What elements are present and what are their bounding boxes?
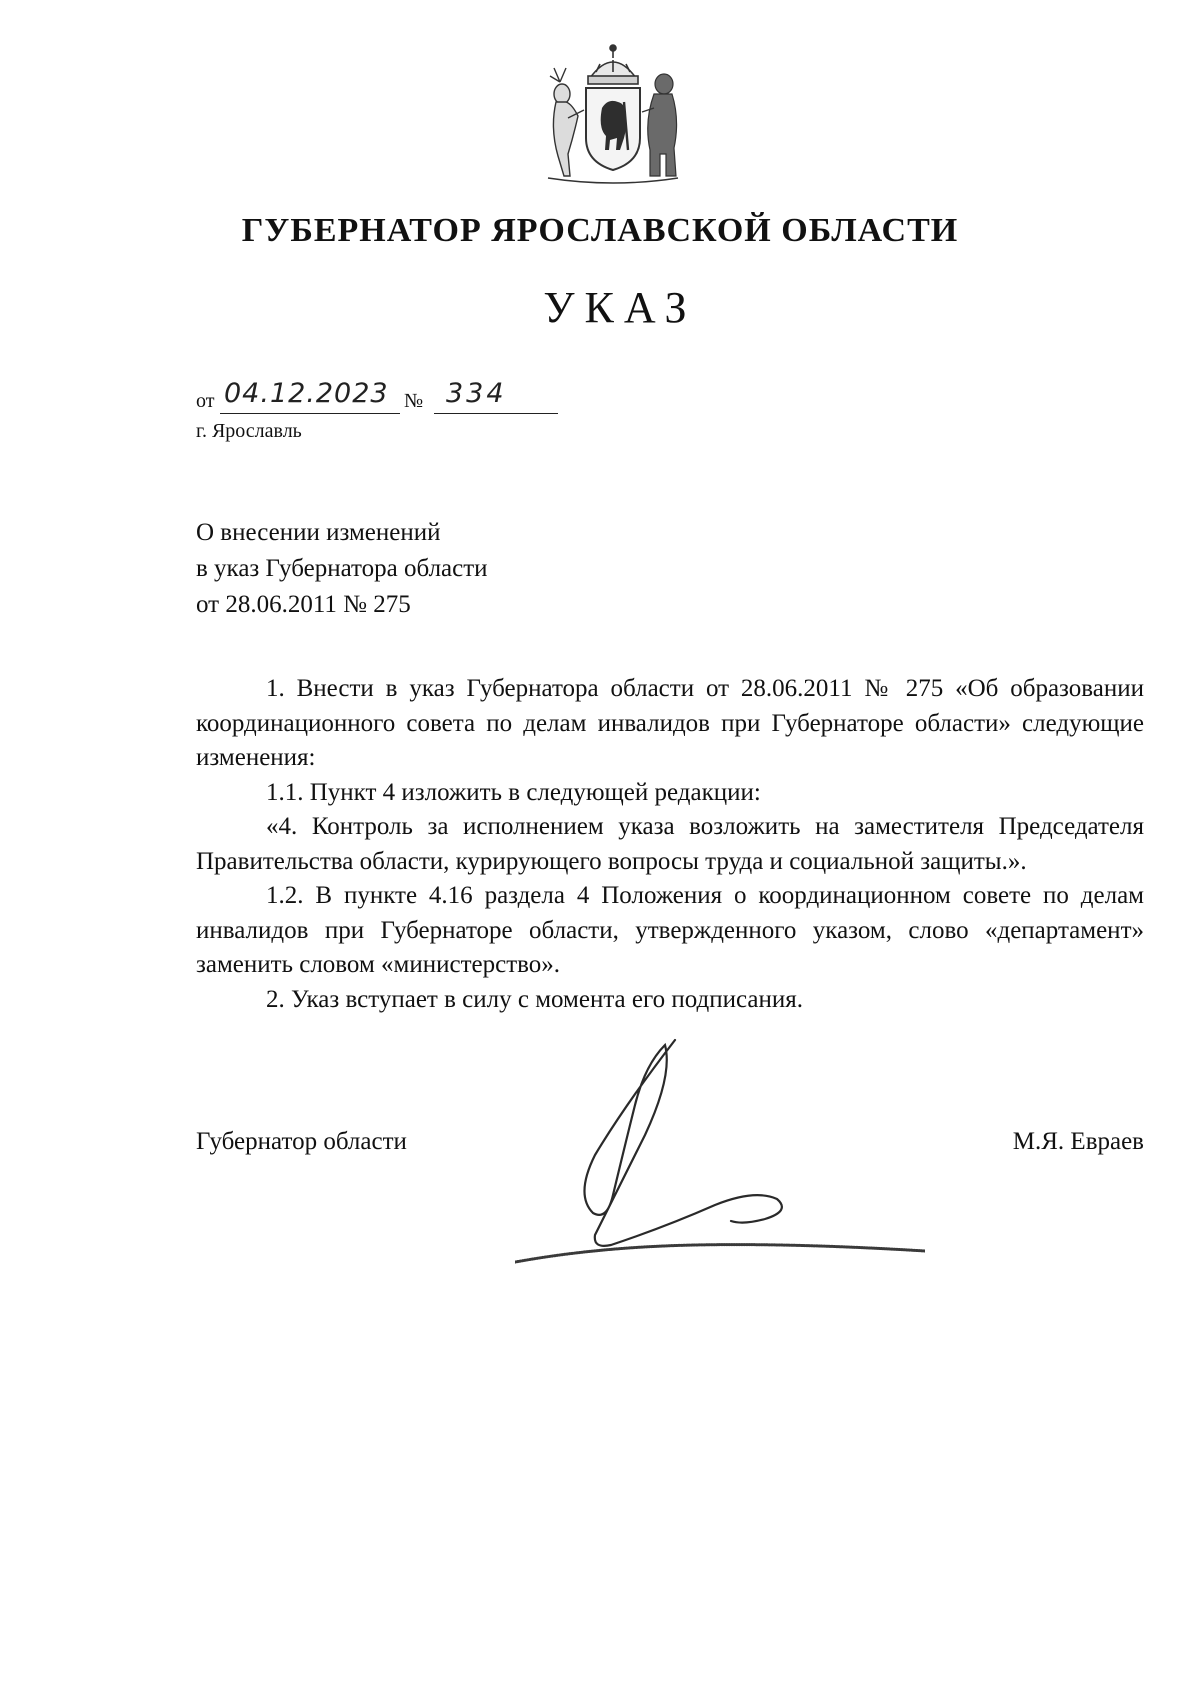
signature-icon xyxy=(515,1035,925,1265)
body-paragraph: 1.1. Пункт 4 изложить в следующей редакции: xyxy=(266,778,761,806)
document-subject xyxy=(196,515,488,623)
number-underline xyxy=(434,413,558,414)
body-paragraph: 1.2. В пункте 4.16 раздела 4 Положения о координационном совете по делам инвалидов при Губернаторе области, утвержденного указом, слово «департамент» заменить словом «министерство». xyxy=(196,882,1144,978)
registration-line xyxy=(196,378,556,418)
body-paragraph: «4. Контроль за исполнением указа возложить на заместителя Председателя Правительства области, курирующего вопросы труда и социальной защиты.». xyxy=(196,813,1144,875)
body-paragraph: 2. Указ вступает в силу с момента его подписания. xyxy=(266,985,804,1013)
signatory-name: М.Я. Евраев xyxy=(1012,1128,1144,1155)
document-number: 334 xyxy=(446,378,507,409)
document-body xyxy=(196,672,1144,1017)
signatory-title: Губернатор области xyxy=(196,1128,407,1155)
subject-line: от 28.06.2011 № 275 xyxy=(196,591,411,618)
issue-city: г. Ярославль xyxy=(196,420,302,442)
body-paragraph: 1. Внести в указ Губернатора области от 28.06.2011 № 275 «Об образовании координационного совета по делам инвалидов при Губернаторе области» следующие изменения: xyxy=(196,675,1144,771)
issuer-title: ГУБЕРНАТОР ЯРОСЛАВСКОЙ ОБЛАСТИ xyxy=(241,212,959,249)
subject-line: в указ Губернатора области xyxy=(196,555,488,582)
date-label: от xyxy=(196,390,215,412)
subject-line: О внесении изменений xyxy=(196,519,441,546)
date-underline xyxy=(220,413,400,414)
document-type: УКАЗ xyxy=(543,283,697,332)
number-label: № xyxy=(404,390,424,412)
coat-of-arms-icon xyxy=(538,38,688,188)
document-date: 04.12.2023 xyxy=(224,378,389,409)
